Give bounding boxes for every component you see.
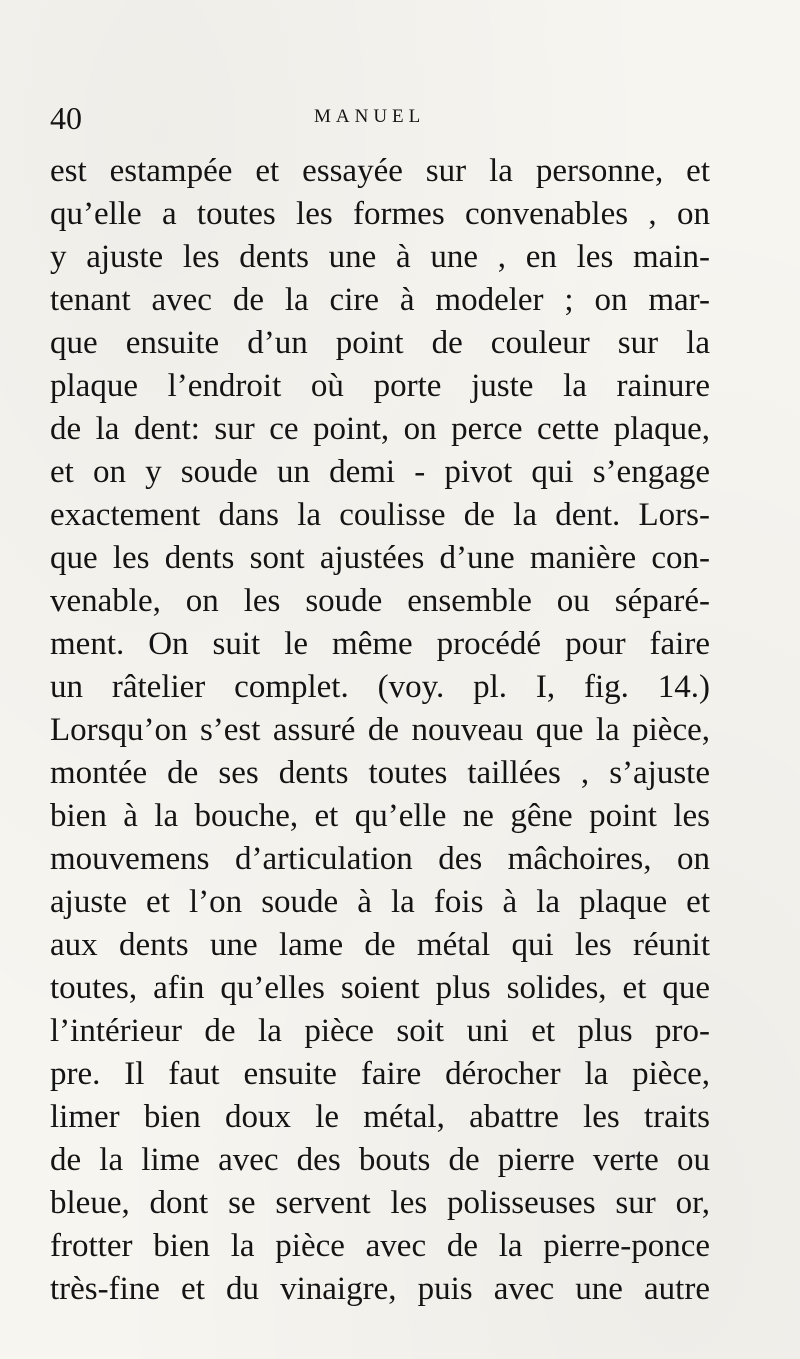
text-line: toutes, afin qu’elles soient plus solides, et que: [50, 970, 710, 1006]
text-line: que les dents sont ajustées d’une manière con-: [50, 540, 710, 576]
text-line: de la dent: sur ce point, on perce cette plaque,: [50, 411, 710, 447]
text-line: limer bien doux le métal, abattre les traits: [50, 1099, 710, 1135]
text-line: exactement dans la coulisse de la dent. Lors-: [50, 497, 710, 533]
page-header: [46, 92, 706, 142]
running-title: MANUEL: [314, 106, 426, 127]
text-line: y ajuste les dents une à une , en les main-: [50, 239, 710, 275]
body-text: [50, 150, 710, 1311]
text-line: Lorsqu’on s’est assuré de nouveau que la pièce,: [50, 712, 710, 748]
text-line: l’intérieur de la pièce soit uni et plus pro-: [50, 1013, 710, 1049]
text-line: montée de ses dents toutes taillées , s’ajuste: [50, 755, 710, 791]
text-line: aux dents une lame de métal qui les réunit: [50, 927, 710, 963]
text-line: est estampée et essayée sur la personne, et: [50, 153, 710, 189]
text-line: de la lime avec des bouts de pierre verte ou: [50, 1142, 710, 1178]
text-line: plaque l’endroit où porte juste la rainure: [50, 368, 710, 404]
text-line: un râtelier complet. (voy. pl. I, fig. 14.): [50, 669, 710, 705]
text-line: venable, on les soude ensemble ou séparé-: [50, 583, 710, 619]
text-line: pre. Il faut ensuite faire dérocher la pièce,: [50, 1056, 710, 1092]
page-number: 40: [50, 100, 82, 136]
text-line: bleue, dont se servent les polisseuses sur or,: [50, 1185, 710, 1221]
text-line: et on y soude un demi - pivot qui s’engage: [50, 454, 710, 490]
text-line: mouvemens d’articulation des mâchoires, on: [50, 841, 710, 877]
text-line: que ensuite d’un point de couleur sur la: [50, 325, 710, 361]
text-line: ajuste et l’on soude à la fois à la plaque et: [50, 884, 710, 920]
text-line: bien à la bouche, et qu’elle ne gêne point les: [50, 798, 710, 834]
text-line: qu’elle a toutes les formes convenables , on: [50, 196, 710, 232]
text-line: ment. On suit le même procédé pour faire: [50, 626, 710, 662]
text-line: tenant avec de la cire à modeler ; on mar-: [50, 282, 710, 318]
text-line: très-fine et du vinaigre, puis avec une autre: [50, 1271, 710, 1307]
text-line: frotter bien la pièce avec de la pierre-ponce: [50, 1228, 710, 1264]
